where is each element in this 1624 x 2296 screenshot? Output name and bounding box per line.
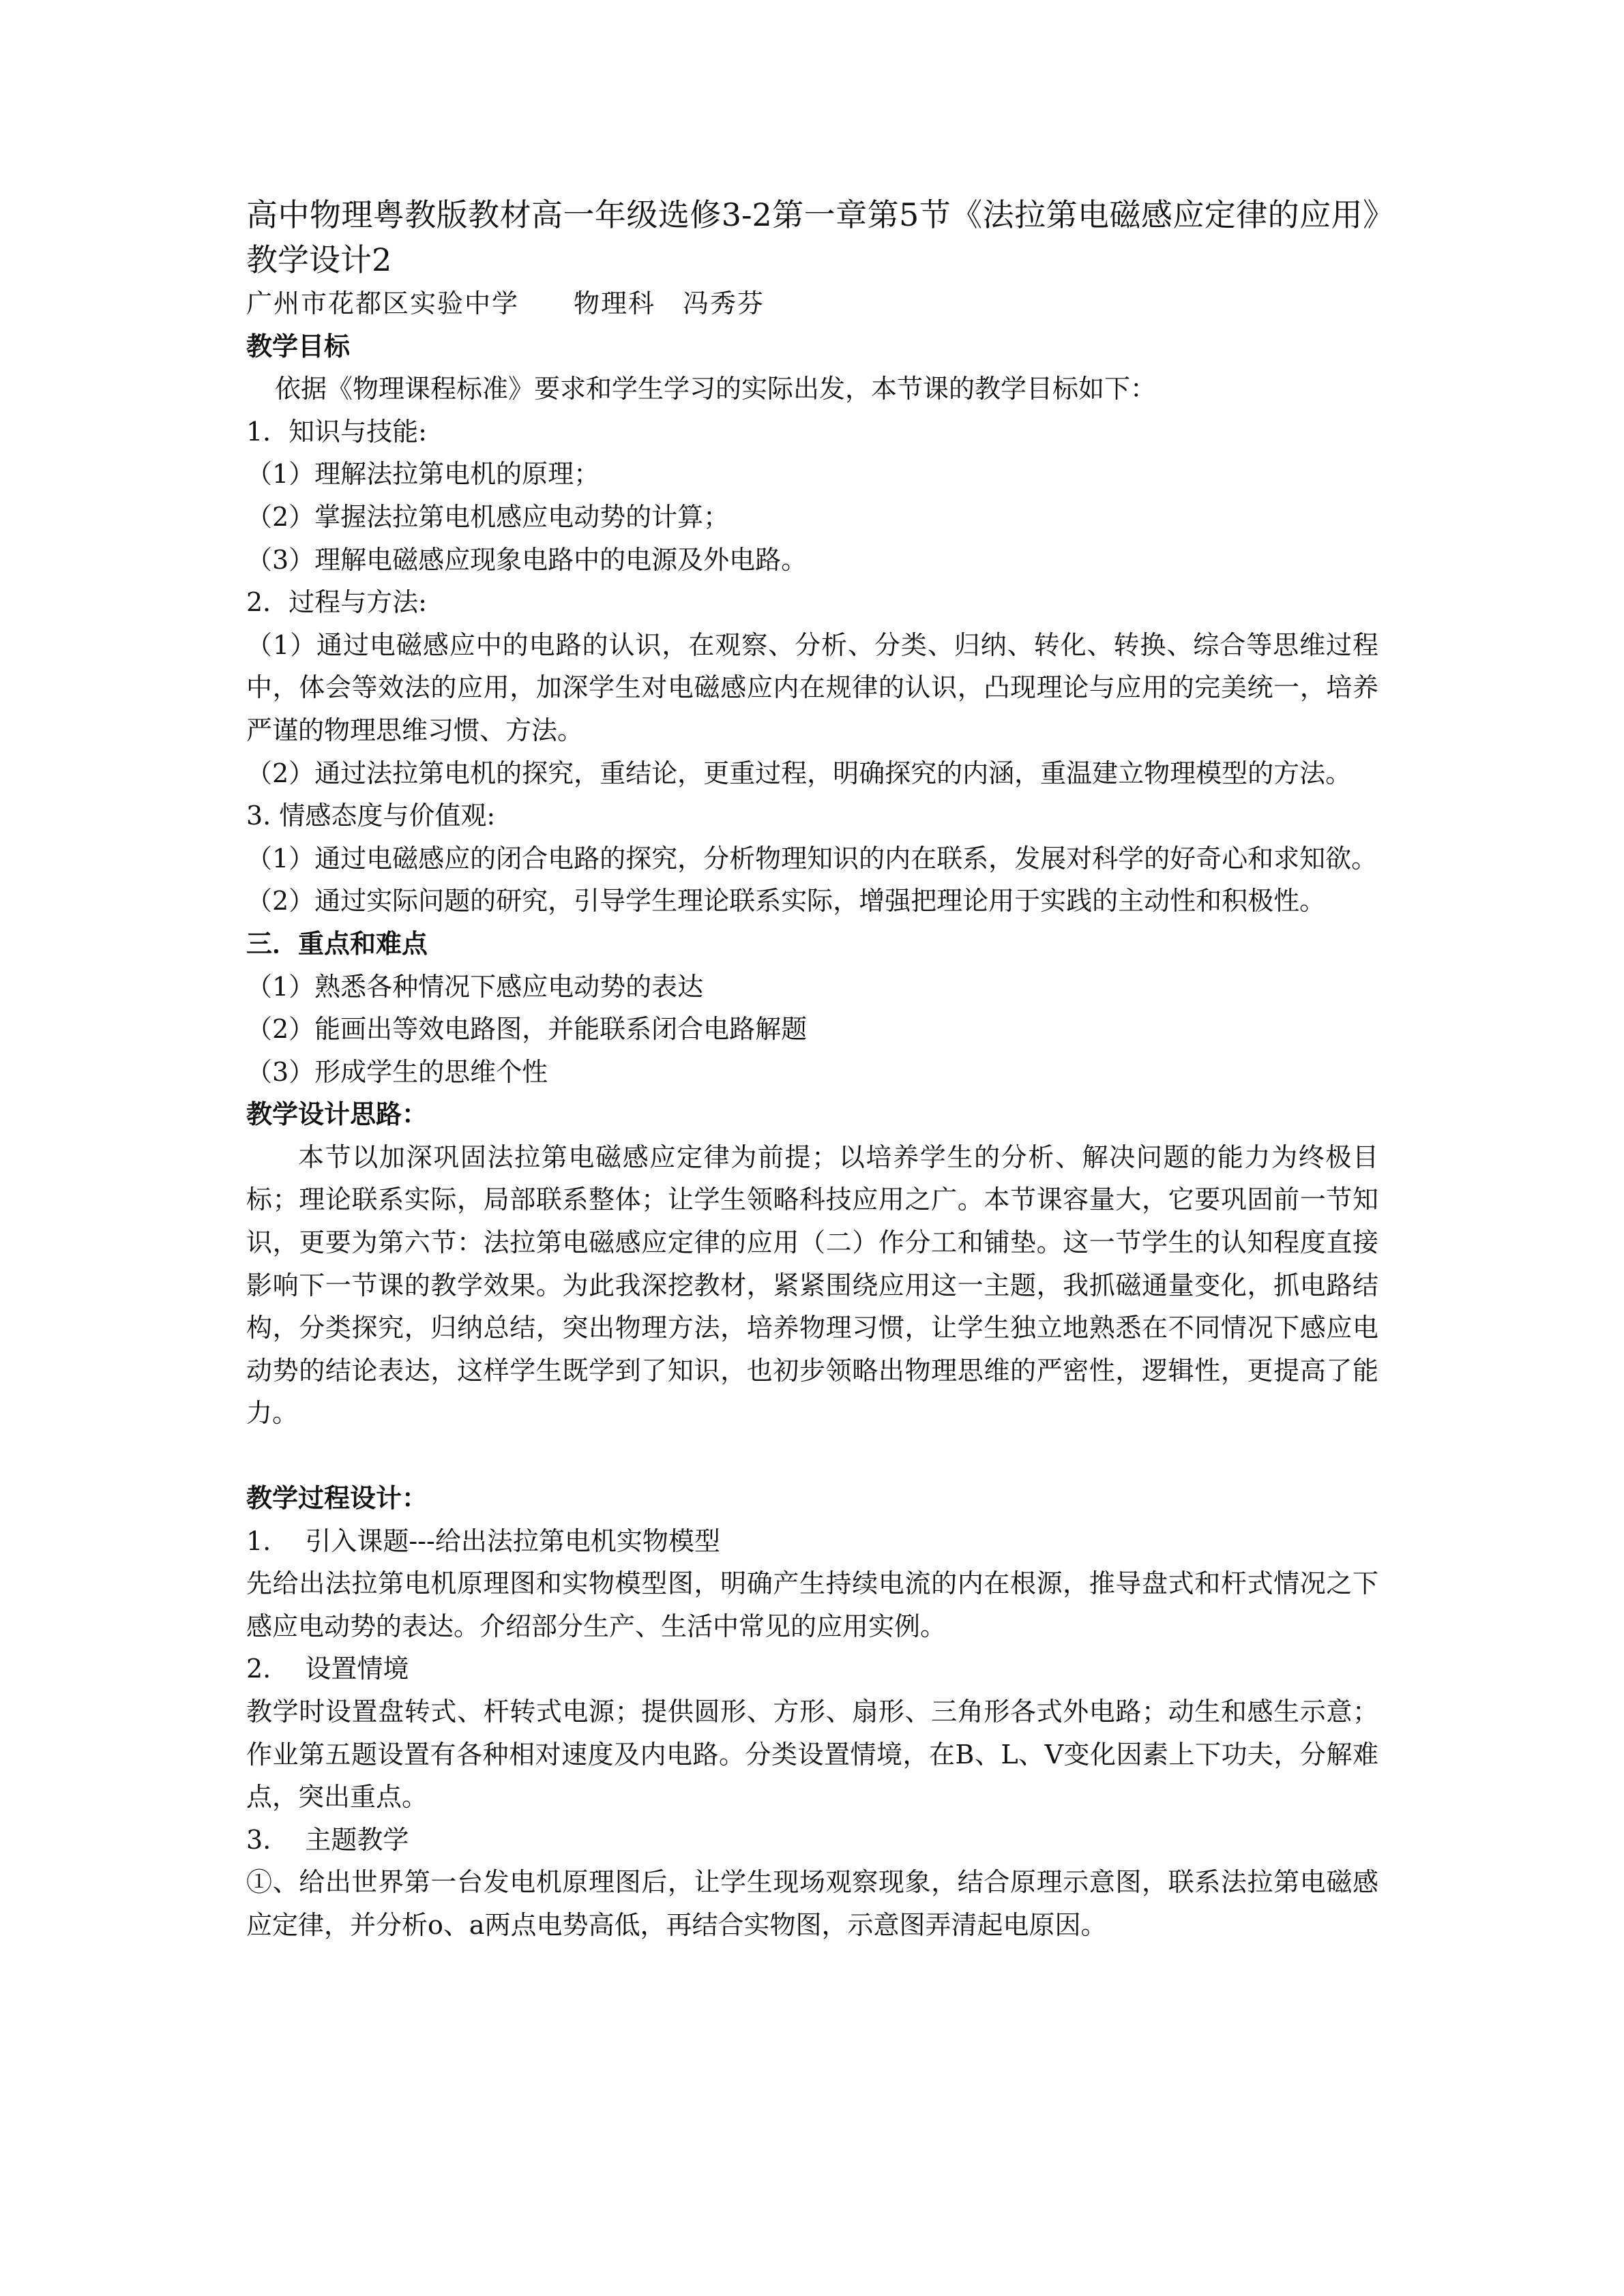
step3-text: ①、给出世界第一台发电机原理图后，让学生现场观察现象，结合原理示意图，联系法拉第电磁感应定律，并分析o、a两点电势高低，再结合实物图，示意图弄清起电原因。	[246, 1867, 1378, 1940]
keypoints-heading: 三．重点和难点	[246, 928, 428, 959]
step1-text: 先给出法拉第电机原理图和实物模型图，明确产生持续电流的内在根源，推导盘式和杆式情况之下感应电动势的表达。介绍部分生产、生活中常见的应用实例。	[246, 1568, 1378, 1641]
author-line: 广州市花都区实验中学 物理科 冯秀芬	[246, 288, 765, 318]
emotion-item: （2）通过实际问题的研究，引导学生理论联系实际，增强把理论用于实践的主动性和积极性。	[246, 886, 1326, 916]
process-item: （2）通过法拉第电机的探究，重结论，更重过程，明确探究的内涵，重温建立物理模型的方法。	[246, 758, 1352, 788]
keypoints-item: （2）能画出等效电路图，并能联系闭合电路解题	[246, 1014, 808, 1045]
design-heading: 教学设计思路：	[246, 1099, 428, 1130]
step1-heading: 1. 引入课题---给出法拉第电机实物模型	[246, 1525, 720, 1556]
emotion-heading: 3. 情感态度与价值观:	[246, 801, 496, 831]
keypoints-item: （3）形成学生的思维个性	[246, 1056, 548, 1087]
step2-text: 教学时设置盘转式、杆转式电源；提供圆形、方形、扇形、三角形各式外电路；动生和感生示意；作业第五题设置有各种相对速度及内电路。分类设置情境，在B、L、V变化因素上下功夫，分解难点，突出重点。	[246, 1697, 1378, 1813]
objectives-intro: 依据《物理课程标准》要求和学生学习的实际出发，本节课的教学目标如下：	[275, 374, 1157, 404]
section-spacer	[246, 1435, 1378, 1477]
step3-heading: 3. 主题教学	[246, 1824, 409, 1855]
knowledge-item: （3）理解电磁感应现象电路中的电源及外电路。	[246, 544, 808, 575]
design-paragraph: 本节以加深巩固法拉第电磁感应定律为前提；以培养学生的分析、解决问题的能力为终极目标；理论联系实际，局部联系整体；让学生领略科技应用之广。本节课容量大，它要巩固前一节知识，更要为第六节：法拉第电磁感应定律的应用（二）作分工和铺垫。这一节学生的认知程度直接影响下一节课的教学效果。为此我深挖教材，紧紧围绕应用这一主题，我抓磁通量变化，抓电路结构，分类探究，归纳总结，突出物理方法，培养物理习惯，让学生独立地熟悉在不同情况下感应电动势的结论表达，这样学生既学到了知识，也初步领略出物理思维的严密性，逻辑性，更提高了能力。	[246, 1142, 1378, 1429]
process-heading: 2．过程与方法:	[246, 587, 427, 618]
process-design-heading: 教学过程设计：	[246, 1483, 428, 1514]
document-body	[246, 192, 1378, 1947]
knowledge-heading: 1．知识与技能:	[246, 416, 427, 447]
knowledge-item: （2）掌握法拉第电机感应电动势的计算；	[246, 501, 730, 532]
step2-heading: 2. 设置情境	[246, 1654, 409, 1684]
emotion-item: （1）通过电磁感应的闭合电路的探究，分析物理知识的内在联系，发展对科学的好奇心和求知欲。	[246, 843, 1378, 874]
process-item: （1）通过电磁感应中的电路的认识，在观察、分析、分类、归纳、转化、转换、综合等思维过程中，体会等效法的应用，加深学生对电磁感应内在规律的认识，凸现理论与应用的完美统一，培养严谨的物理思维习惯、方法。	[246, 629, 1378, 745]
document-title: 高中物理粤教版教材高一年级选修3-2第一章第5节《法拉第电磁感应定律的应用》教学设计2	[246, 196, 1378, 278]
knowledge-item: （1）理解法拉第电机的原理；	[246, 459, 600, 490]
objectives-heading: 教学目标	[246, 331, 351, 361]
keypoints-item: （1）熟悉各种情况下感应电动势的表达	[246, 971, 704, 1002]
